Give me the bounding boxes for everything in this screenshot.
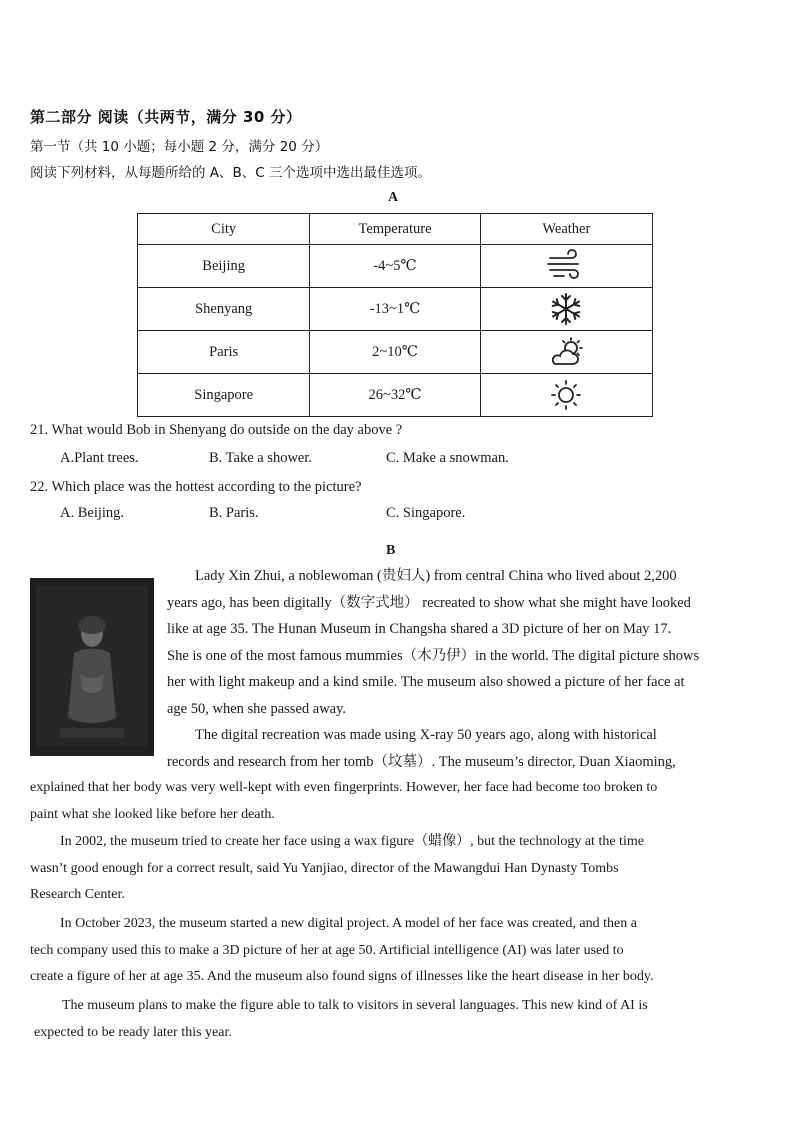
text-line: paint what she looked like before her death. [30, 806, 275, 822]
snowflake-icon [546, 292, 586, 326]
table-row [138, 374, 653, 417]
q22-option-c[interactable]: C. Singapore. [386, 505, 466, 521]
city-cell: Singapore [138, 374, 310, 417]
text-line: wasn’t good enough for a correct result, said Yu Yanjiao, director of the Mawangdui Han Dynasty Tombs [30, 860, 619, 876]
table-row [138, 288, 653, 331]
paragraph-2-first [195, 722, 761, 749]
question-22: 22. Which place was the hottest according to the picture? [30, 479, 362, 495]
text-line: like at age 35. The Hunan Museum in Changsha shared a 3D picture of her on May 17. [167, 621, 672, 637]
text-line: tech company used this to make a 3D picture of her at age 50. Artificial intelligence (AI) was later used to [30, 942, 624, 958]
weather-cell [480, 331, 652, 374]
text-line: expected to be ready later this year. [34, 1024, 232, 1040]
text-line: years ago, has been digitally（数字式地） recreated to show what she might have looked [167, 594, 691, 611]
paragraph-4 [30, 911, 766, 991]
weather-cell [480, 288, 652, 331]
weather-table [137, 213, 653, 417]
paragraph-1-rest [167, 590, 761, 723]
instructions: 阅读下列材料，从每题所给的 A、B、C 三个选项中选出最佳选项。 [30, 165, 432, 181]
text-line: explained that her body was very well-kept with even fingerprints. However, her face had become too broken to [30, 780, 658, 795]
passage-b-label: B [386, 543, 396, 558]
temperature-cell: 26~32℃ [310, 374, 480, 417]
temperature-cell: 2~10℃ [310, 331, 480, 374]
paragraph-5 [34, 993, 766, 1046]
paragraph-3 [30, 829, 762, 909]
text-line: Research Center. [30, 887, 125, 902]
paragraph-1-first [195, 563, 761, 590]
text-line: Lady Xin Zhui, a noblewoman (贵妇人) from central China who lived about 2,200 [195, 568, 677, 584]
text-line: records and research from her tomb（坟墓）. The museum’s director, Duan Xiaoming, [167, 753, 676, 770]
weather-cell [480, 245, 652, 288]
text-line: In 2002, the museum tried to create her face using a wax figure（蜡像）, but the technology at the time [60, 834, 644, 849]
text-line: She is one of the most famous mummies（木乃伊）in the world. The digital picture shows [167, 647, 700, 664]
partly-cloudy-icon [546, 335, 586, 369]
header-temperature: Temperature [310, 214, 480, 245]
text-line: age 50, when she passed away. [167, 700, 347, 717]
city-cell: Beijing [138, 245, 310, 288]
header-city: City [138, 214, 310, 245]
city-cell: Paris [138, 331, 310, 374]
weather-cell [480, 374, 652, 417]
q21-option-b[interactable]: B. Take a shower. [209, 450, 313, 466]
text-line: The museum plans to make the figure able to talk to visitors in several languages. This new kind of AI is [62, 998, 648, 1013]
paragraph-2-second [167, 749, 761, 776]
question-21: 21. What would Bob in Shenyang do outside on the day above ? [30, 422, 403, 438]
table-header-row [138, 214, 653, 245]
mummy-recreation-photo [30, 578, 154, 756]
table-row [138, 245, 653, 288]
temperature-cell: -4~5℃ [310, 245, 480, 288]
part-heading: 第二部分 阅读（共两节，满分 30 分） [30, 108, 302, 126]
text-line: create a figure of her at age 35. And the museum also found signs of illnesses like the heart disease in her body. [30, 969, 654, 984]
text-line: The digital recreation was made using X-ray 50 years ago, along with historical [195, 727, 657, 743]
section-heading: 第一节（共 10 小题；每小题 2 分，满分 20 分） [30, 139, 329, 155]
sunny-icon [546, 378, 586, 412]
paragraph-2-rest [30, 775, 762, 828]
city-cell: Shenyang [138, 288, 310, 331]
q22-option-a[interactable]: A. Beijing. [60, 505, 125, 521]
text-line: In October 2023, the museum started a new digital project. A model of her face was created, and then a [60, 916, 637, 931]
q22-option-b[interactable]: B. Paris. [209, 505, 259, 521]
temperature-cell: -13~1℃ [310, 288, 480, 331]
table-row [138, 331, 653, 374]
header-weather: Weather [480, 214, 652, 245]
passage-a-label: A [388, 190, 399, 205]
q21-option-c[interactable]: C. Make a snowman. [386, 450, 509, 466]
q21-option-a[interactable]: A.Plant trees. [60, 450, 139, 466]
windy-icon [546, 249, 586, 283]
text-line: her with light makeup and a kind smile. The museum also showed a picture of her face at [167, 674, 685, 690]
